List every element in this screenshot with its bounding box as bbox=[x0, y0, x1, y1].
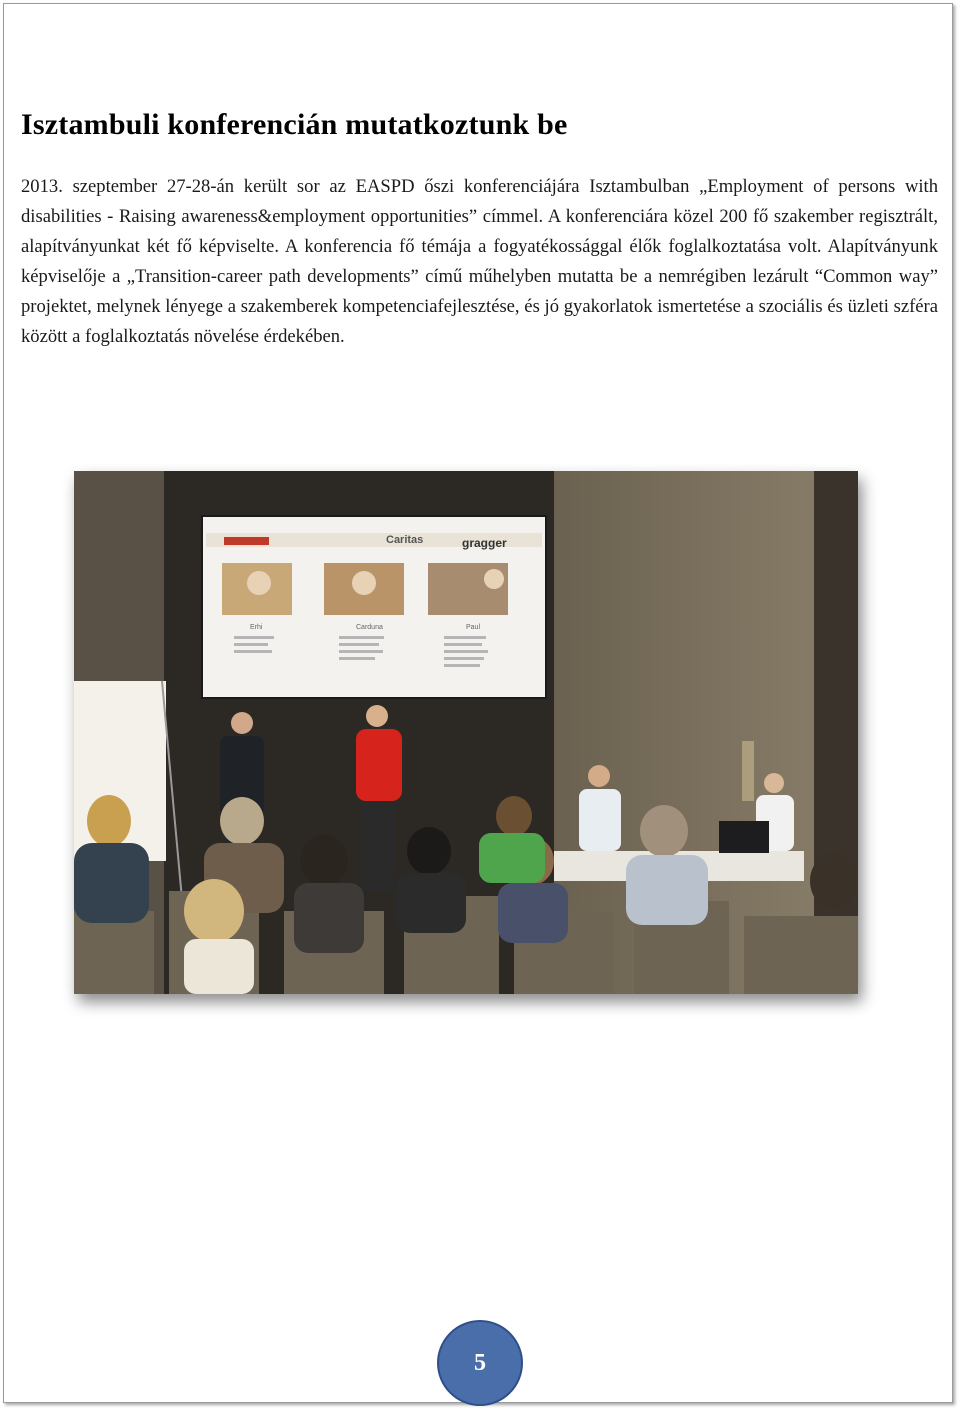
slide-logo-gragger: gragger bbox=[462, 536, 507, 550]
conference-photo-illustration bbox=[74, 471, 858, 994]
body-paragraph: 2013. szeptember 27-28-án került sor az EASPD őszi konferenciájára Isztambulban „Employment of persons with disabilities - Raising awareness&employment opportunities” címmel. A konferenciára közel 200 fő szakember regisztrált, alapítványunkat két fő képviselte. A konferencia fő témája a fogyatékossággal élők foglalkoztatása volt. Alapítványunk képviselője a „Transition-career path developments” című műhelyben mutatta be a nemrégiben lezárult “Common way” projektet, melynek lényege a szakemberek kompetenciafejlesztése, és jó gyakorlatok ismertetése a szociális és üzleti szféra között a foglalkoztatás növelése érdekében. bbox=[21, 176, 938, 347]
slide-name-2: Carduna bbox=[356, 624, 383, 631]
page-number-badge bbox=[437, 1320, 523, 1406]
slide-name-3: Paul bbox=[466, 624, 481, 631]
page-number: 5 bbox=[474, 1350, 486, 1376]
page-title: Isztambuli konferencián mutatkoztunk be bbox=[21, 108, 568, 141]
slide-logo-caritas: Caritas bbox=[386, 534, 424, 546]
conference-photo bbox=[74, 471, 858, 994]
slide-name-1: Erhi bbox=[250, 624, 263, 631]
